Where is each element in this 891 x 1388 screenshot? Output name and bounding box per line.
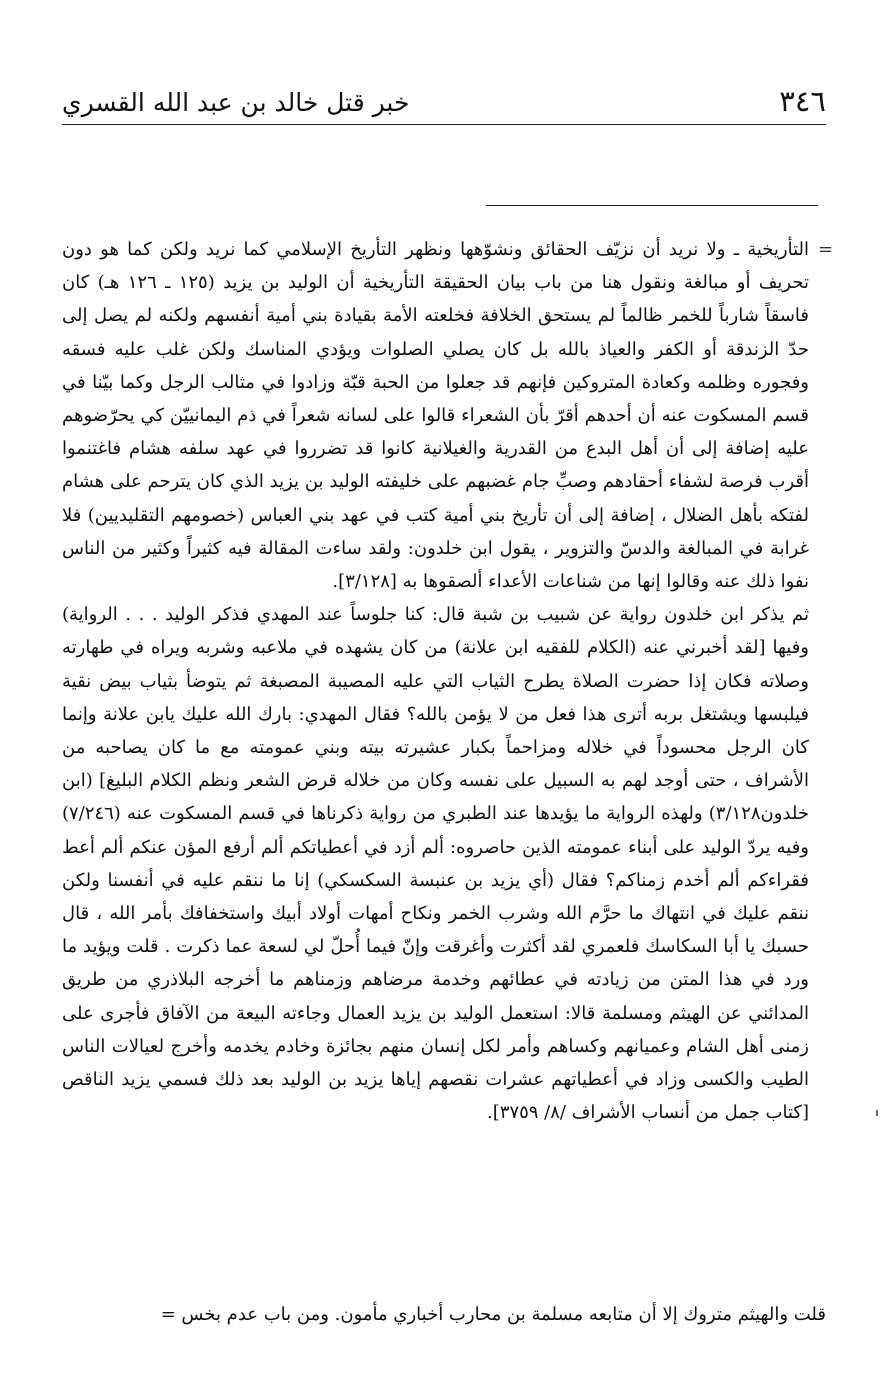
running-title: خبر قتل خالد بن عبد الله القسري (62, 88, 410, 117)
footnote-paragraph: التأريخية ـ ولا نريد أن نزيّف الحقائق ونشوّهها ونظهر التأريخ الإسلامي كما نريد ولكن كما هو دون تحريف أو مبالغة ونقول هنا من باب بيان الحقيقة التأريخية أن الوليد بن يزيد (١٢٥ ـ ١٢٦ هـ) كان فاسقاً شارباً للخمر ظالماً لم يستحق الخلافة فخلعته الأمة بقيادة بني أمية أنفسهم ولكنه لم يصل إلى حدّ الزندقة أو الكفر والعياذ بالله بل كان يصلي الصلوات ويؤدي المناسك ولكن غلب عليه فسقه وفجوره وظلمه وكعادة المتروكين فإنهم قد جعلوا من الحبة قبّة وزادوا في مثالب الرجل وكما بيّنا في قسم المسكوت عنه أن أحدهم أقرّ بأن الشعراء قالوا على لسانه شعراً في ذم اليمانييّن كي يحرّضوهم عليه إضافة إلى أن أهل البدع من القدرية والغيلانية كانوا قد تضرروا في عهد سلفه هشام فاغتنموا أقرب فرصة لشفاء أحقادهم وصبِّ جام غضبهم على خليفته الوليد بن يزيد الذي كان يترحم على هشام لفتكه بأهل الضلال ، إضافة إلى أن تأريخ بني أمية كتب في عهد بني العباس (خصومهم التقليديين) فلا غرابة في المبالغة والدسّ والتزوير ، يقول ابن خلدون: ولقد ساءت المقالة فيه كثيراً وكثير من الناس نفوا ذلك عنه وقالوا إنها من شناعات الأعداء ألصقوها به [٣/١٢٨]. (62, 239, 809, 593)
footnote-continued-line: قلت والهيثم متروك إلا أن متابعه مسلمة بن محارب أخباري مأمون. ومن باب عدم بخس = (160, 1304, 826, 1325)
footnote-separator (486, 205, 818, 206)
continuation-mark: = (818, 239, 834, 260)
page-header (62, 84, 826, 125)
margin-mark (876, 1110, 878, 1116)
footnote-paragraph: ثم يذكر ابن خلدون رواية عن شبيب بن شبة قال: كنا جلوساً عند المهدي فذكر الوليد . . . الرواية) وفيها [لقد أخبرني عنه (الكلام للفقيه ابن علانة) من كان يشهده في ملاعبه وشربه ويراه في طهارته وصلاته فكان إذا حضرت الصلاة يطرح الثياب التي عليه المصيبة المصبغة ثم يتوضأ بثياب بيض نقية فيلبسها ويشتغل بربه أترى هذا فعل من لا يؤمن بالله؟ فقال المهدي: بارك الله عليك يابن علانة وإنما كان الرجل محسوداً في خلاله ومزاحماً بكبار عشيرته بيته وبني عمومته مع ما كان يصاحبه من الأشراف ، حتى أوجد لهم به السبيل على نفسه وكان من خلاله قرض الشعر ونظم الكلام البليغ] (ابن خلدون٣/١٢٨) ولهذه الرواية ما يؤيدها عند الطبري من رواية ذكرناها في قسم المسكوت عنه (٧/٢٤٦) وفيه يردّ الوليد على أبناء عمومته الذين حاصروه: ألم أزد في أعطياتكم ألم أرفع المؤن عنكم ألم أعط فقراءكم ألم أخدم زمناكم؟ فقال (أي يزيد بن عنبسة السكسكي) إنا ما ننقم عليه في أنفسنا ولكن ننقم عليك في انتهاك ما حرَّم الله وشرب الخمر ونكاح أمهات أولاد أبيك واستخفافك بأمر الله ، قال حسبك يا أبا السكاسك فلعمري لقد أكثرت وأغرقت وإنّ فيما أُحلّ لي لسعة عما ذكرت . قلت ويؤيد ما ورد في هذا المتن من زيادته في عطائهم وخدمة مرضاهم وزمناهم ما أخرجه البلاذري من طريق المدائني عن الهيثم ومسلمة قالا: استعمل الوليد بن يزيد العمال وجاءته البيعة من الآفاق فأجرى على زمنى أهل الشام وعميانهم وكساهم وأمر لكل إنسان منهم بجائزة وخادم يخدمه وأخرج لعيالات الناس الطيب والكسى وزاد في أعطياتهم عشرات نقصهم إياها يزيد بن الوليد بعد ذلك فسمي يزيد الناقص [كتاب جمل من أنساب الأشراف /٨/ ٣٧٥٩]. (62, 604, 809, 1124)
footnote-body (62, 233, 809, 1129)
page-number: ٣٤٦ (779, 84, 826, 118)
